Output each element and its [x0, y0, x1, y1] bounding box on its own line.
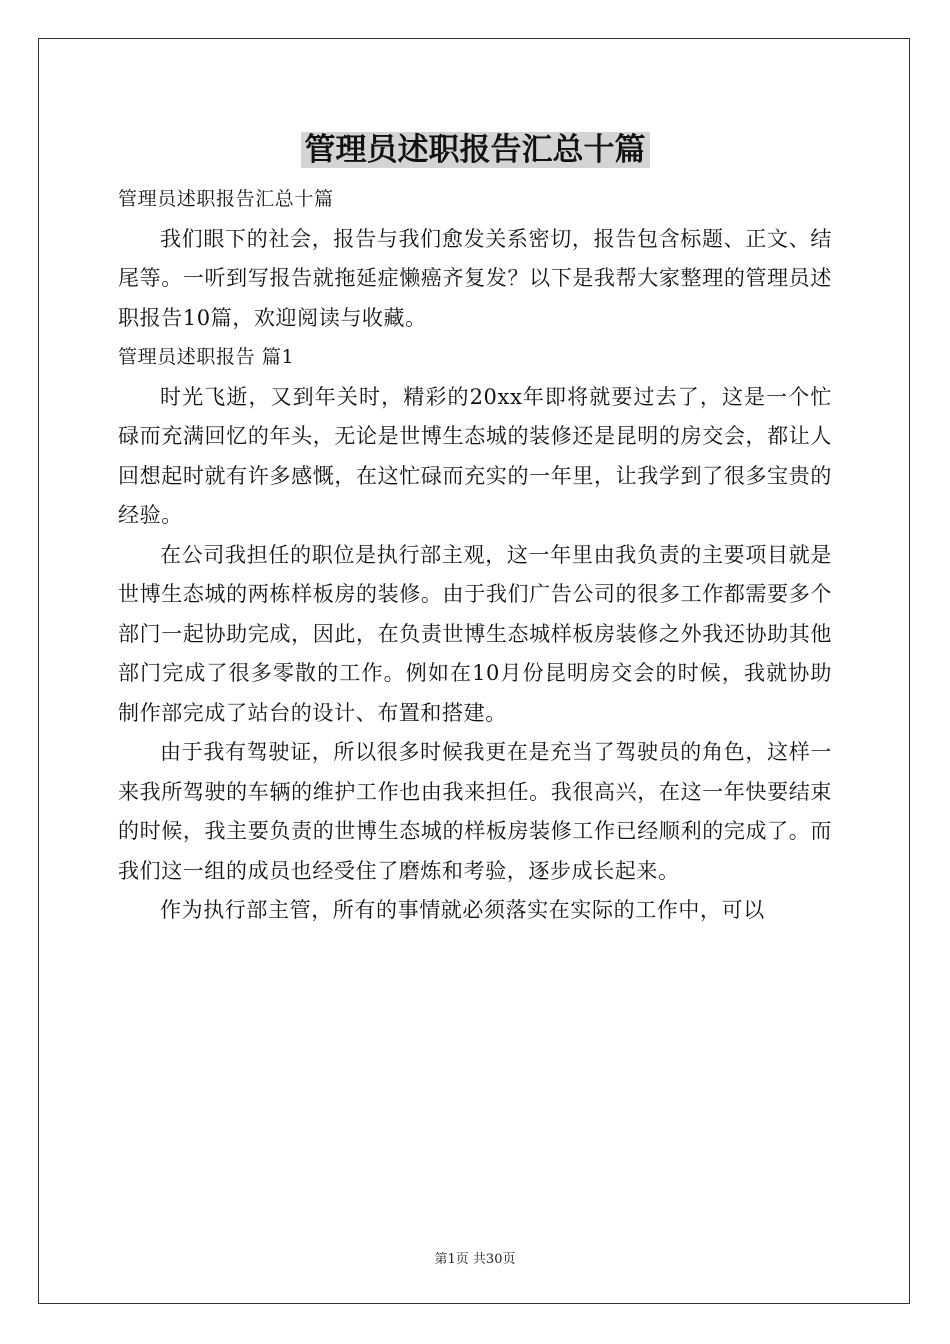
document-subtitle: 管理员述职报告汇总十篇: [118, 188, 334, 210]
document-title: [0, 128, 950, 172]
intro-paragraph: 我们眼下的社会，报告与我们愈发关系密切，报告包含标题、正文、结尾等。一听到写报告就拖延症懒癌齐复发？以下是我帮大家整理的管理员述职报告10篇，欢迎阅读与收藏。: [118, 226, 832, 330]
document-body: [118, 180, 832, 931]
body-paragraph: 在公司我担任的职位是执行部主观，这一年里由我负责的主要项目就是世博生态城的两栋样板房的装修。由于我们广告公司的很多工作都需要多个部门一起协助完成，因此，在负责世博生态城样板房装修之外我还协助其他部门完成了很多零散的工作。例如在10月份昆明房交会的时候，我就协助制作部完成了站台的设计、布置和搭建。: [118, 542, 832, 725]
page-number-footer: 第1页 共30页: [434, 1252, 516, 1267]
document-title-text: 管理员述职报告汇总十篇: [301, 132, 650, 168]
section-heading: 管理员述职报告 篇1: [118, 346, 295, 368]
body-paragraph: 时光飞逝，又到年关时，精彩的20xx年即将就要过去了，这是一个忙碌而充满回忆的年头，无论是世博生态城的装修还是昆明的房交会，都让人回想起时就有许多感慨，在这忙碌而充实的一年里，让我学到了很多宝贵的经验。: [118, 384, 832, 527]
body-paragraph: 作为执行部主管，所有的事情就必须落实在实际的工作中，可以: [160, 898, 765, 922]
body-paragraph: 由于我有驾驶证，所以很多时候我更在是充当了驾驶员的角色，这样一来我所驾驶的车辆的维护工作也由我来担任。我很高兴，在这一年快要结束的时候，我主要负责的世博生态城的样板房装修工作已经顺利的完成了。而我们这一组的成员也经受住了磨炼和考验，逐步成长起来。: [118, 740, 832, 883]
